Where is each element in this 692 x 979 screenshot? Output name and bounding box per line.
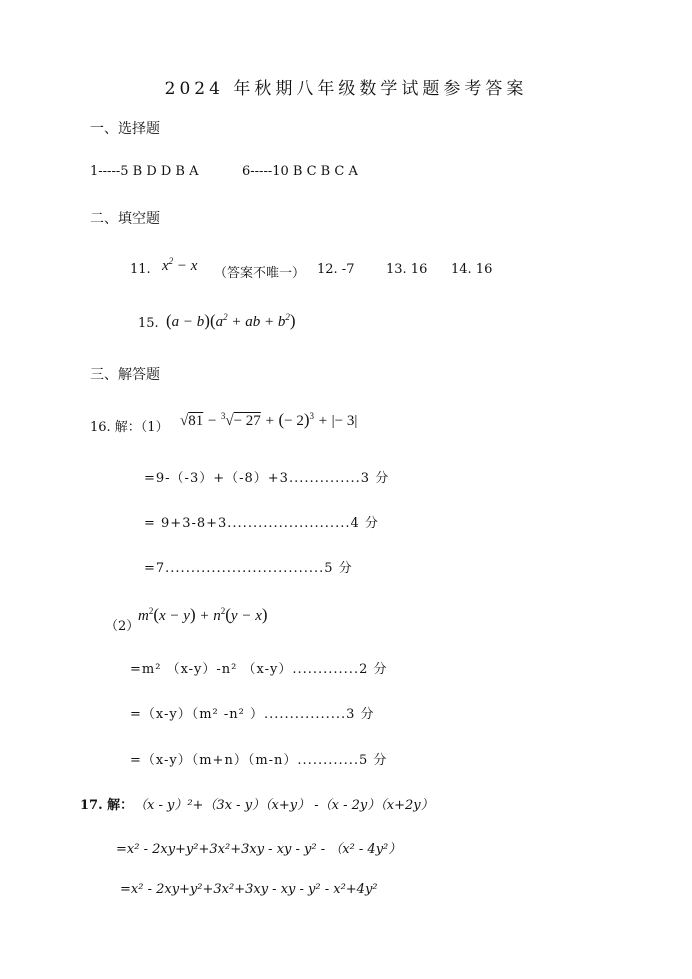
q17-step2: =x² - 2xy+y²+3x²+3xy - xy - y² - x²+4y² — [120, 882, 378, 897]
q17-expression: （x - y）²+（3x - y）（x+y） -（x - 2y）（x+2y） — [134, 798, 434, 813]
q16-part1-expression: √81 − $^3$√− 27 + (− 2)$^3$ + |− 3| — [180, 410, 358, 429]
q16-step3: =7...............................5 分 — [144, 561, 353, 576]
choice-answers-6-10: 6-----10 B C B C A — [242, 164, 358, 179]
q16-part2-expression: $m^2(x - y) + n^2(y - x)$ — [138, 605, 268, 624]
q13-answer: 13. 16 — [386, 262, 428, 277]
page-title: 2024 年秋期八年级数学试题参考答案 — [164, 79, 528, 99]
q16-part2-label: （2） — [105, 619, 140, 634]
q15-number: 15. — [138, 316, 159, 331]
q14-answer: 14. 16 — [451, 262, 493, 277]
q17-step1: =x² - 2xy+y²+3x²+3xy - xy - y² - （x² - 4y²） — [116, 842, 402, 857]
q16-step2: = 9+3-8+3........................4 分 — [144, 516, 379, 531]
q16-part2-step3: =（x-y）（m+n）（m-n）............5 分 — [130, 753, 388, 768]
q16-part2-step1: =m² （x-y）-n² （x-y）.............2 分 — [130, 662, 388, 677]
choice-answers-1-5: 1-----5 B D D B A — [90, 164, 199, 179]
q15-answer-formula: $(a - b)(a^2$ + ab + $b^2$) — [166, 311, 296, 330]
q12-answer: 12. -7 — [317, 262, 355, 277]
q11-answer-formula: $x^2 - x$ — [162, 256, 198, 274]
q11-number: 11. — [130, 262, 151, 277]
q16-step1: =9-（-3）+（-8）+3..............3 分 — [144, 471, 390, 486]
q11-note: （答案不唯一） — [214, 266, 306, 281]
q17-label: 17. 解： — [80, 798, 134, 813]
section-heading-choice: 一、选择题 — [90, 121, 160, 137]
q16-label: 16. 解：（1） — [90, 420, 169, 435]
section-heading-solve: 三、解答题 — [90, 367, 160, 383]
q16-part2-step2: =（x-y）（m² -n² ）................3 分 — [130, 707, 375, 722]
section-heading-fill: 二、填空题 — [90, 211, 160, 227]
